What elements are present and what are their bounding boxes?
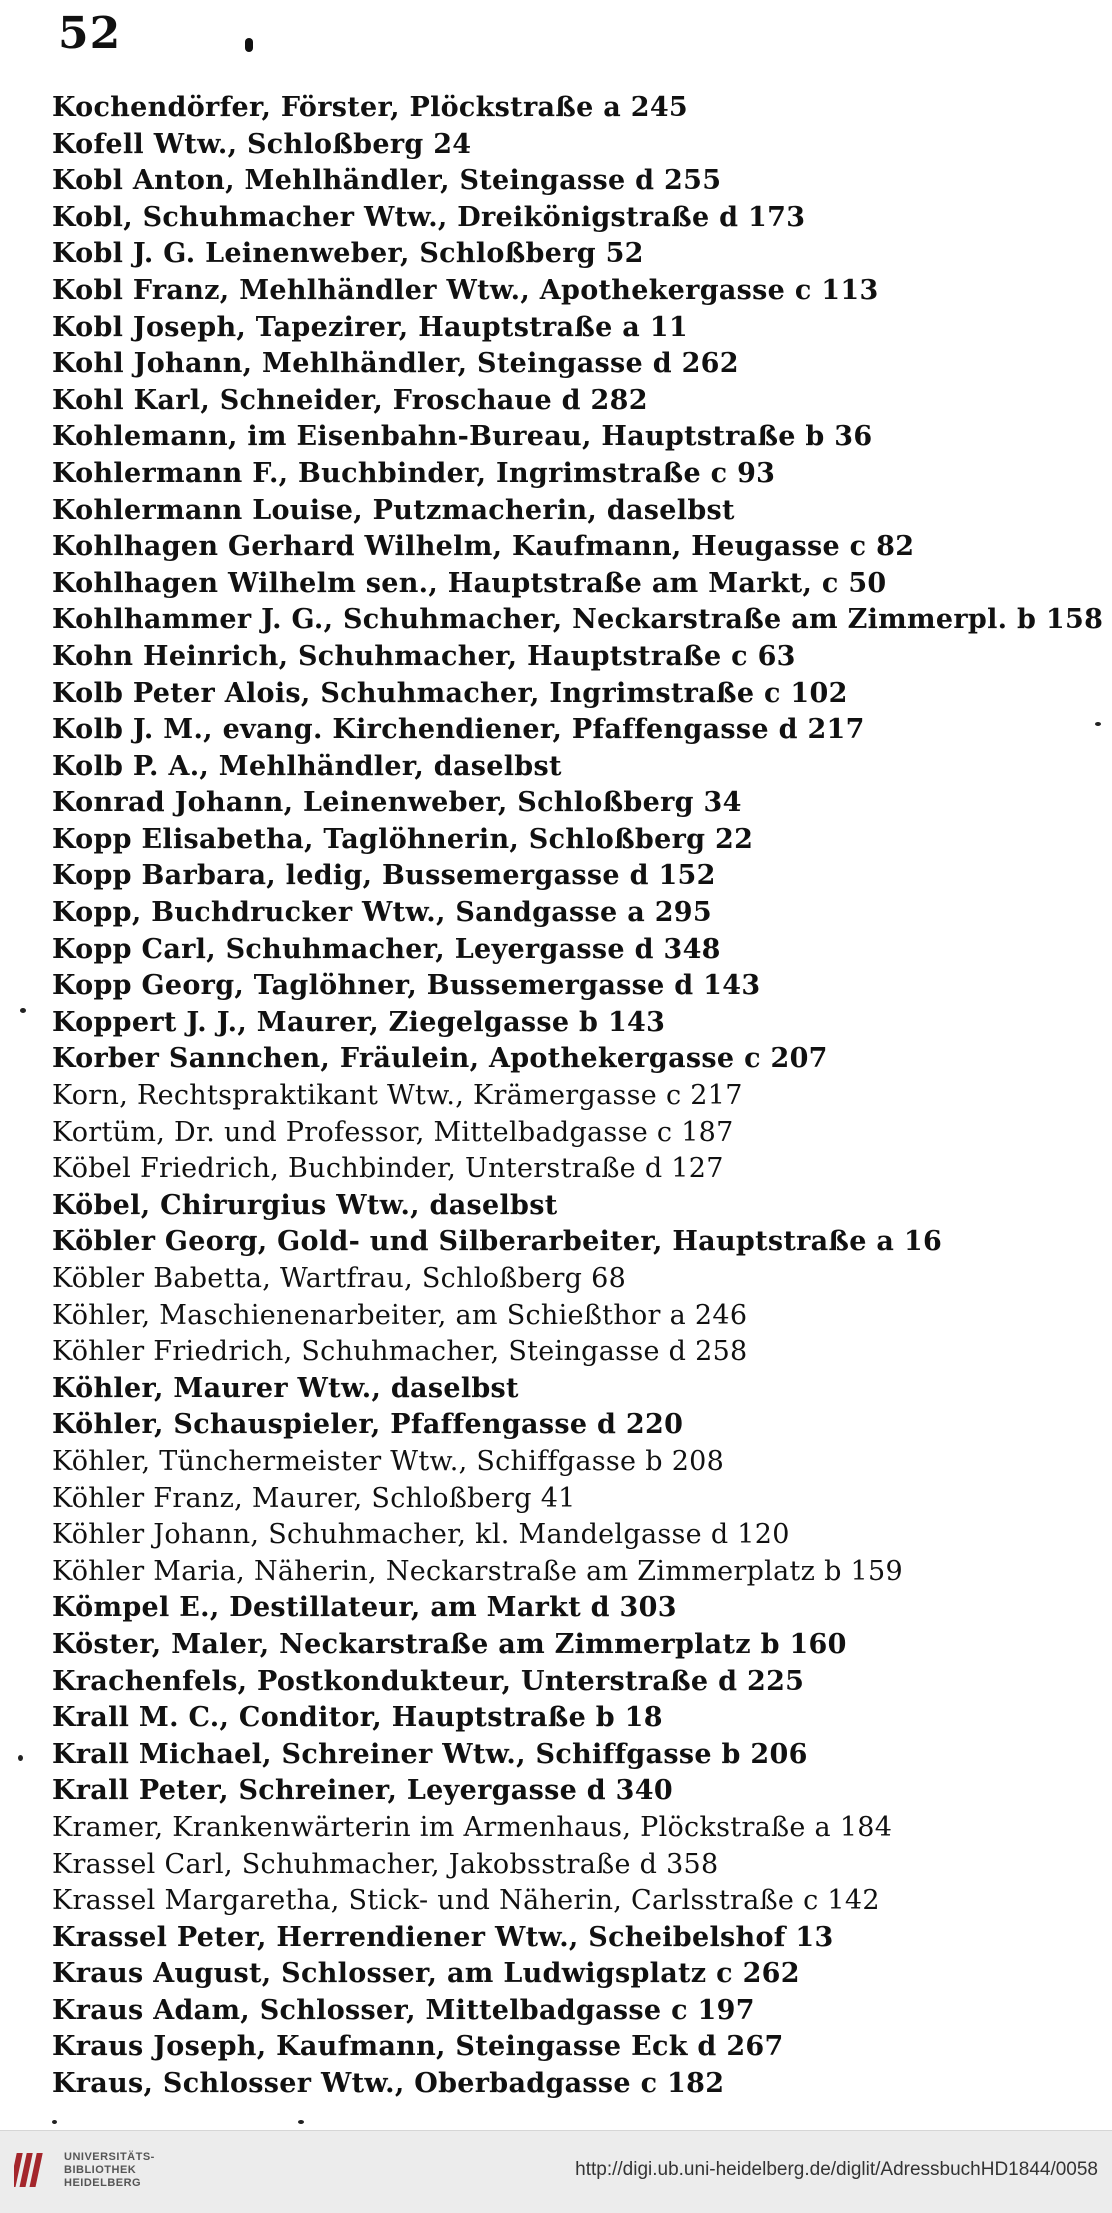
directory-entry: Köster, Maler, Neckarstraße am Zimmerplatz b 160 xyxy=(52,1628,847,1660)
directory-entry: Kopp Barbara, ledig, Bussemergasse d 152 xyxy=(52,860,716,892)
directory-entry: Kraus Joseph, Kaufmann, Steingasse Eck d 267 xyxy=(52,2031,784,2063)
ink-speck xyxy=(1095,722,1101,726)
directory-entry: Kopp, Buchdrucker Wtw., Sandgasse a 295 xyxy=(52,897,712,929)
library-logo-icon xyxy=(14,2147,54,2193)
directory-entry: Kohlhagen Wilhelm sen., Hauptstraße am Markt, c 50 xyxy=(52,567,887,599)
directory-entry: Kramer, Krankenwärterin im Armenhaus, Plöckstraße a 184 xyxy=(52,1811,893,1843)
library-name-line: HEIDELBERG xyxy=(64,2177,142,2189)
directory-entry: Köhler Friedrich, Schuhmacher, Steingasse d 258 xyxy=(52,1336,748,1368)
directory-entry: Kömpel E., Destillateur, am Markt d 303 xyxy=(52,1592,677,1624)
directory-entry: Kobl Anton, Mehlhändler, Steingasse d 255 xyxy=(52,165,722,197)
directory-entry: Kofell Wtw., Schloßberg 24 xyxy=(52,128,472,160)
page-number: 52 xyxy=(58,8,122,59)
library-name xyxy=(64,2151,155,2190)
directory-entry: Krall Michael, Schreiner Wtw., Schiffgasse b 206 xyxy=(52,1738,808,1770)
directory-entry: Kopp Elisabetha, Taglöhnerin, Schloßberg 22 xyxy=(52,823,754,855)
directory-entry: Köbler Georg, Gold- und Silberarbeiter, Hauptstraße a 16 xyxy=(52,1226,943,1258)
ink-speck xyxy=(298,2120,304,2124)
directory-entry: Kohn Heinrich, Schuhmacher, Hauptstraße c 63 xyxy=(52,640,796,672)
directory-entry: Köhler, Maurer Wtw., daselbst xyxy=(52,1372,519,1404)
directory-entry: Korn, Rechtspraktikant Wtw., Krämergasse c 217 xyxy=(52,1080,743,1112)
directory-entry: Köbler Babetta, Wartfrau, Schloßberg 68 xyxy=(52,1263,627,1294)
directory-entry: Köhler Franz, Maurer, Schloßberg 41 xyxy=(52,1482,576,1514)
directory-entry: Kraus, Schlosser Wtw., Oberbadgasse c 182 xyxy=(52,2068,725,2100)
directory-entry: Kopp Carl, Schuhmacher, Leyergasse d 348 xyxy=(52,933,721,965)
ink-mark xyxy=(245,38,253,52)
directory-entry: Korber Sannchen, Fräulein, Apothekergasse c 207 xyxy=(52,1043,828,1075)
directory-entry: Kochendörfer, Förster, Plöckstraße a 245 xyxy=(52,92,689,123)
directory-entry: Krassel Margaretha, Stick- und Näherin, Carlsstraße c 142 xyxy=(52,1885,880,1917)
ink-speck xyxy=(20,1008,26,1013)
directory-entry: Krall M. C., Conditor, Hauptstraße b 18 xyxy=(52,1702,663,1734)
directory-entry: Köhler, Tünchermeister Wtw., Schiffgasse b 208 xyxy=(52,1445,725,1477)
directory-list xyxy=(52,90,1107,2103)
ink-speck xyxy=(18,1755,23,1761)
directory-entry: Konrad Johann, Leinenweber, Schloßberg 34 xyxy=(52,787,742,819)
directory-entry: Kobl, Schuhmacher Wtw., Dreikönigstraße d 173 xyxy=(52,201,806,233)
directory-entry: Kolb Peter Alois, Schuhmacher, Ingrimstraße c 102 xyxy=(52,677,848,709)
directory-entry: Kobl Joseph, Tapezirer, Hauptstraße a 11 xyxy=(52,311,688,343)
directory-entry: Kohlermann Louise, Putzmacherin, daselbst xyxy=(52,494,735,526)
directory-entry: Kolb J. M., evang. Kirchendiener, Pfaffengasse d 217 xyxy=(52,714,865,746)
directory-entry: Kopp Georg, Taglöhner, Bussemergasse d 143 xyxy=(52,970,761,1002)
directory-entry: Köbel, Chirurgius Wtw., daselbst xyxy=(52,1189,558,1221)
directory-entry: Krachenfels, Postkondukteur, Unterstraße d 225 xyxy=(52,1665,805,1697)
directory-entry: Kolb P. A., Mehlhändler, daselbst xyxy=(52,750,562,782)
directory-entry: Kohl Karl, Schneider, Froschaue d 282 xyxy=(52,384,648,416)
library-name-line: BIBLIOTHEK xyxy=(64,2164,137,2176)
directory-entry: Kohlemann, im Eisenbahn-Bureau, Hauptstraße b 36 xyxy=(52,421,873,453)
directory-entry: Köhler, Schauspieler, Pfaffengasse d 220 xyxy=(52,1409,684,1441)
directory-entry: Köhler, Maschienenarbeiter, am Schießthor a 246 xyxy=(52,1299,748,1331)
footer-bar xyxy=(0,2130,1112,2213)
directory-entry: Kohlhagen Gerhard Wilhelm, Kaufmann, Heugasse c 82 xyxy=(52,531,915,563)
library-name-line: UNIVERSITÄTS- xyxy=(64,2151,155,2163)
directory-entry: Köhler Johann, Schuhmacher, kl. Mandelgasse d 120 xyxy=(52,1519,790,1551)
directory-entry: Kobl J. G. Leinenweber, Schloßberg 52 xyxy=(52,238,644,270)
source-url-link[interactable]: http://digi.ub.uni-heidelberg.de/diglit/AdressbuchHD1844/0058 xyxy=(575,2159,1098,2180)
directory-entry: Kraus Adam, Schlosser, Mittelbadgasse c 197 xyxy=(52,1994,755,2026)
directory-entry: Kraus August, Schlosser, am Ludwigsplatz c 262 xyxy=(52,1958,800,1990)
directory-entry: Kohl Johann, Mehlhändler, Steingasse d 262 xyxy=(52,348,739,380)
ink-speck xyxy=(52,2120,57,2124)
directory-entry: Köbel Friedrich, Buchbinder, Unterstraße d 127 xyxy=(52,1153,724,1185)
directory-entry: Krassel Peter, Herrendiener Wtw., Scheibelshof 13 xyxy=(52,1921,834,1953)
directory-entry: Köhler Maria, Näherin, Neckarstraße am Zimmerplatz b 159 xyxy=(52,1555,903,1587)
directory-entry: Koppert J. J., Maurer, Ziegelgasse b 143 xyxy=(52,1006,666,1038)
directory-entry: Kohlhammer J. G., Schuhmacher, Neckarstraße am Zimmerpl. b 158 xyxy=(52,604,1104,636)
directory-entry: Krassel Carl, Schuhmacher, Jakobsstraße d 358 xyxy=(52,1848,719,1880)
directory-entry: Kohlermann F., Buchbinder, Ingrimstraße c 93 xyxy=(52,457,776,489)
directory-entry: Krall Peter, Schreiner, Leyergasse d 340 xyxy=(52,1775,673,1807)
directory-entry: Kobl Franz, Mehlhändler Wtw., Apothekergasse c 113 xyxy=(52,274,879,306)
directory-entry: Kortüm, Dr. und Professor, Mittelbadgasse c 187 xyxy=(52,1116,734,1148)
